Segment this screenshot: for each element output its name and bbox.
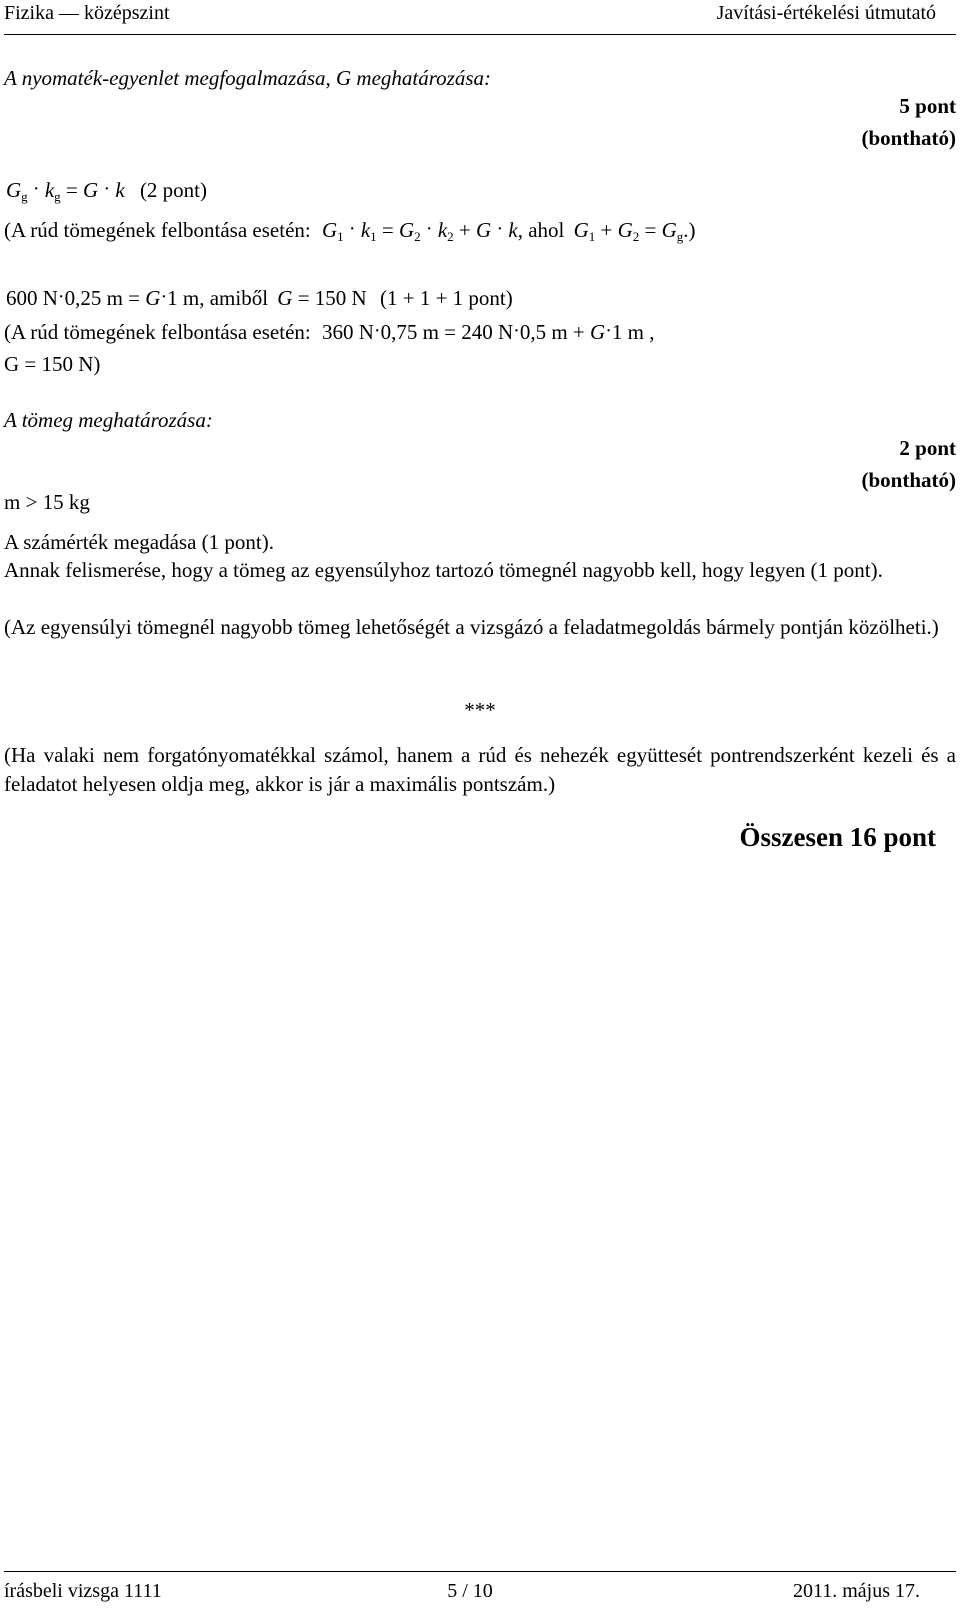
header-rule (4, 34, 956, 35)
section2-points (861, 432, 956, 496)
equation-split-mass: (A rúd tömegének felbontása esetén: $G_1 \cdot k_1 = G_2 \cdot k_2 + G \cdot k$, ahol $G_1 + G_2 = G_g$.) (4, 218, 696, 244)
section1-title: A nyomaték-egyenlet megfogalmazása, G meghatározása: (4, 66, 491, 90)
separator-stars: *** (464, 698, 496, 722)
note-paragraph: (Ha valaki nem forgatónyomatékkal számol, hanem a rúd és nehezék együttesét pontrendszerként kezeli és a feladatot helyesen oldja meg, akkor is jár a maximális pontszám.) (4, 743, 956, 796)
section2-paragraph-1: A számérték megadása (1 pont). (4, 530, 274, 554)
equation-torque: $G_g \cdot k_g = G \cdot k$ (2 pont) (6, 178, 208, 204)
header-document-type: Javítási-értékelési útmutató (716, 2, 936, 24)
equation-split-result: G = 150 N) (4, 352, 101, 376)
equation-split-intro: (A rúd tömegének felbontása esetén: (4, 218, 311, 242)
section2-title: A tömeg meghatározása: (4, 408, 213, 432)
header-subject: Fizika — középszint (4, 2, 170, 24)
footer-rule (4, 1571, 956, 1572)
equation-torque-points: (2 pont) (139, 178, 208, 202)
equation-numeric: 600 N·0,25 m = G·1 m, amiből G = 150 N (1 + 1 + 1 pont) (6, 286, 513, 310)
section2-points-value: 2 pont (899, 436, 956, 460)
equation-split-numeric: (A rúd tömegének felbontása esetén: 360 N·0,75 m = 240 N·0,5 m + G·1 m , (4, 320, 655, 344)
equation-split-tail: .) (683, 218, 696, 242)
section2-paragraph-3: (Az egyensúlyi tömegnél nagyobb tömeg lehetőségét a vizsgázó a feladatmegoldás bármely pontján közölheti.) (4, 615, 939, 639)
section1-points (861, 90, 956, 154)
total-points: Összesen 16 pont (739, 822, 936, 852)
footer-date: 2011. május 17. (792, 1580, 920, 1602)
footer-exam-code: írásbeli vizsga 1111 (4, 1580, 162, 1602)
equation-split-ahol: , ahol (517, 218, 565, 242)
section1-points-note: (bontható) (861, 126, 956, 150)
footer-page-number: 5 / 10 (447, 1580, 493, 1602)
section2-result: m > 15 kg (4, 490, 90, 514)
equation-numeric-amibol: , amiből (199, 286, 269, 310)
section1-points-value: 5 pont (899, 94, 956, 118)
section2-points-note: (bontható) (861, 468, 956, 492)
section2-paragraph-2: Annak felismerése, hogy a tömeg az egyensúlyhoz tartozó tömegnél nagyobb kell, hogy legyen (1 pont). (4, 558, 883, 582)
equation-split-numeric-intro: (A rúd tömegének felbontása esetén: (4, 320, 311, 344)
equation-numeric-points: (1 + 1 + 1 pont) (379, 286, 513, 310)
